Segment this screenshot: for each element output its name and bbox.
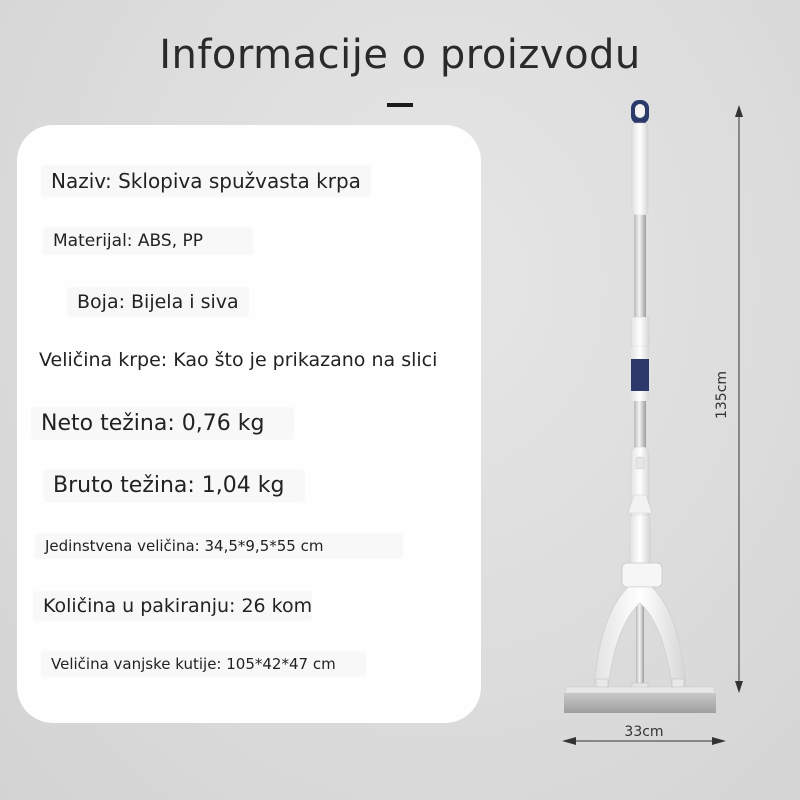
pole-upper bbox=[634, 215, 646, 320]
blue-lock-ring bbox=[631, 357, 649, 393]
pole-joint bbox=[631, 317, 649, 347]
spec-package-quantity: Količina u pakiranju: 26 kom bbox=[33, 591, 312, 621]
mop-illustration bbox=[540, 95, 800, 755]
spec-net-weight: Neto težina: 0,76 kg bbox=[31, 407, 294, 440]
width-label: 33cm bbox=[624, 724, 664, 740]
spec-cloth-size: Veličina krpe: Kao što je prikazano na slici bbox=[39, 349, 438, 371]
spec-color: Boja: Bijela i siva bbox=[67, 287, 249, 317]
sponge-holder bbox=[566, 687, 714, 693]
left-clip bbox=[596, 679, 608, 687]
height-label: 135cm bbox=[714, 370, 730, 420]
spec-outer-box-size: Veličina vanjske kutije: 105*42*47 cm bbox=[41, 651, 366, 677]
lock-collar bbox=[631, 347, 649, 359]
spec-name: Naziv: Sklopiva spužvasta krpa bbox=[41, 165, 371, 197]
spec-card bbox=[17, 125, 481, 723]
height-dimension bbox=[735, 105, 743, 693]
base-collar bbox=[622, 563, 662, 587]
lock-collar-lower bbox=[631, 391, 649, 401]
right-clip bbox=[672, 679, 684, 687]
upper-grip bbox=[632, 123, 648, 215]
spec-gross-weight: Bruto težina: 1,04 kg bbox=[43, 469, 305, 502]
page-title: Informacije o proizvodu bbox=[159, 32, 641, 78]
spec-material: Materijal: ABS, PP bbox=[43, 227, 253, 255]
sponge-head bbox=[564, 693, 716, 713]
title-underline bbox=[387, 103, 413, 107]
lower-housing bbox=[630, 515, 650, 570]
spec-unit-size: Jedinstvena veličina: 34,5*9,5*55 cm bbox=[35, 533, 403, 559]
handle-cap bbox=[631, 100, 649, 124]
